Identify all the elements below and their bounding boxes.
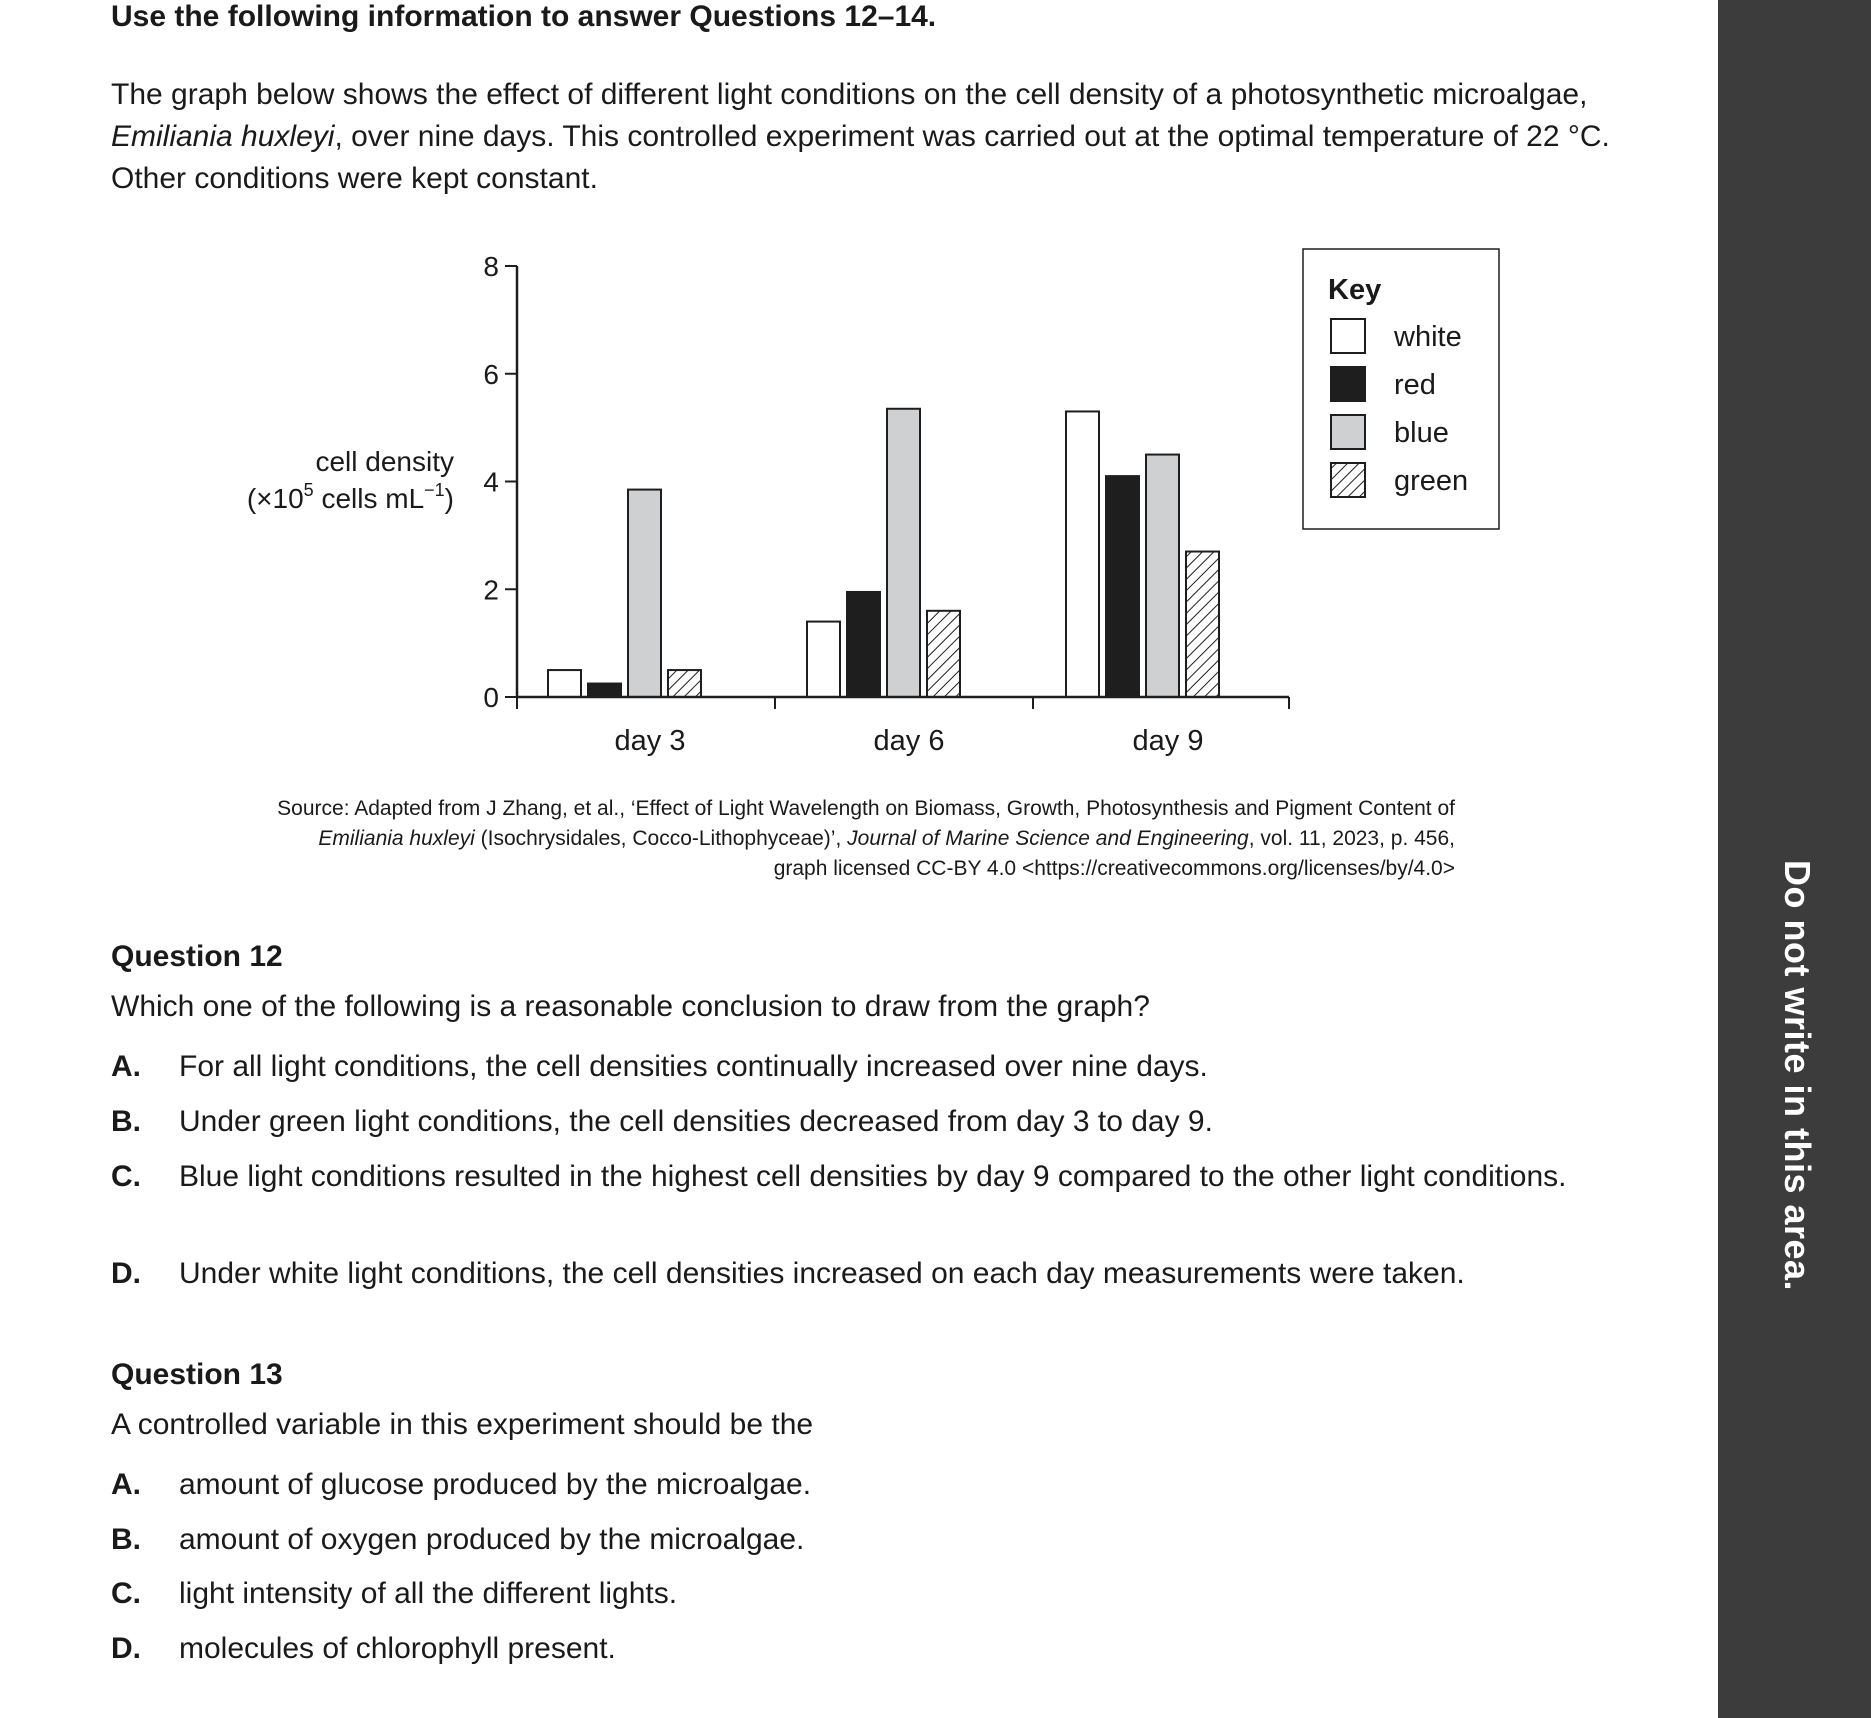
x-tick-label-day-3: day 3	[614, 725, 686, 757]
source-line-2-rest: (Isochrysidales, Cocco-Lithophyceae)’,	[474, 827, 848, 850]
bar-day-9-red	[1106, 476, 1139, 697]
q12-option-a[interactable]	[111, 1046, 1591, 1088]
question-12-stem: Which one of the following is a reasonable conclusion to draw from the graph?	[111, 990, 1150, 1023]
bar-day-9-white	[1066, 411, 1099, 697]
chart-legend	[1303, 249, 1499, 529]
q12-option-c-letter: C.	[111, 1160, 141, 1193]
q13-option-b-text: amount of oxygen produced by the microalgae.	[179, 1523, 805, 1556]
question-13-stem: A controlled variable in this experiment should be the	[111, 1408, 814, 1441]
q13-option-c-text: light intensity of all the different lights.	[179, 1577, 678, 1610]
bar-day-3-green	[668, 670, 701, 697]
q12-option-c-text: Blue light conditions resulted in the highest cell densities by day 9 compared to the other light conditions.	[179, 1160, 1567, 1193]
y-axis-label-mid: cells mL	[313, 483, 425, 514]
y-axis-label	[247, 446, 454, 514]
legend-swatch-green	[1331, 463, 1365, 497]
bar-day-6-white	[807, 622, 840, 697]
q13-option-b-letter: B.	[111, 1523, 141, 1556]
intro-text-1: The graph below shows the effect of different light conditions on the cell density of a photosynthetic microalgae,	[111, 78, 1588, 111]
question-12-title: Question 12	[111, 940, 283, 973]
q12-option-d[interactable]	[111, 1253, 1591, 1295]
source-species: Emiliania huxleyi	[318, 827, 475, 850]
y-axis-label-line1: cell density	[315, 446, 454, 477]
source-journal: Journal of Marine Science and Engineering	[847, 827, 1249, 850]
x-tick-label-day-6: day 6	[873, 725, 945, 757]
q12-option-d-letter: D.	[111, 1257, 141, 1290]
legend-label-red: red	[1394, 369, 1436, 401]
q13-option-d-letter: D.	[111, 1632, 141, 1665]
y-axis-label-exp2: −1	[424, 480, 445, 500]
section-heading: Use the following information to answer Questions 12–14.	[111, 0, 937, 33]
intro-text-2: , over nine days. This controlled experiment was carried out at the optimal temperature of 22 °C. Other conditions were kept constant.	[111, 120, 1610, 195]
question-13-title: Question 13	[111, 1358, 283, 1391]
y-tick-label-6: 6	[483, 358, 499, 390]
q13-option-c-letter: C.	[111, 1577, 141, 1610]
q13-option-d-text: molecules of chlorophyll present.	[179, 1632, 616, 1665]
y-axis-label-suffix: )	[444, 483, 454, 514]
bar-day-3-red	[588, 684, 621, 697]
source-line-1: Source: Adapted from J Zhang, et al., ‘Effect of Light Wavelength on Biomass, Growth, Photosynthesis and Pigment Content of	[277, 797, 1455, 820]
y-tick-label-8: 8	[483, 251, 499, 282]
bar-day-6-blue	[887, 409, 920, 697]
bar-day-3-blue	[628, 490, 661, 697]
legend-title: Key	[1328, 274, 1382, 306]
bar-day-6-red	[847, 592, 880, 697]
q13-option-a[interactable]	[111, 1464, 1591, 1506]
q13-option-a-letter: A.	[111, 1468, 141, 1501]
bar-day-3-white	[548, 670, 581, 697]
intro-species: Emiliania huxleyi	[111, 120, 335, 153]
source-citation	[55, 794, 1455, 884]
q13-option-c[interactable]	[111, 1573, 1591, 1615]
y-tick-label-4: 4	[483, 466, 499, 498]
legend-label-blue: blue	[1394, 417, 1449, 449]
y-axis-label-exp: 5	[303, 480, 314, 500]
q12-option-b-letter: B.	[111, 1105, 141, 1138]
bar-day-9-blue	[1146, 455, 1179, 697]
bar-day-6-green	[927, 611, 960, 697]
margin-sidebar	[1718, 0, 1871, 1718]
q12-option-d-text: Under white light conditions, the cell densities increased on each day measurements were taken.	[179, 1257, 1465, 1290]
q12-option-c[interactable]	[111, 1156, 1591, 1198]
y-axis-label-prefix: (×10	[246, 483, 304, 514]
legend-label-green: green	[1394, 465, 1469, 497]
q12-option-b[interactable]	[111, 1101, 1591, 1143]
q13-option-b[interactable]	[111, 1519, 1591, 1561]
bar-day-9-green	[1186, 552, 1219, 697]
legend-label-white: white	[1394, 321, 1462, 353]
x-tick-label-day-9: day 9	[1132, 725, 1204, 757]
source-line-2	[55, 824, 1455, 854]
legend-swatch-red	[1331, 367, 1365, 401]
do-not-write-notice: Do not write in this area.	[1777, 860, 1818, 1292]
q12-option-a-text: For all light conditions, the cell densities continually increased over nine days.	[179, 1050, 1208, 1083]
legend-swatch-white	[1331, 319, 1365, 353]
bar-chart	[0, 0, 1718, 780]
q13-option-a-text: amount of glucose produced by the microalgae.	[179, 1468, 812, 1501]
q12-option-a-letter: A.	[111, 1050, 141, 1083]
y-tick-label-2: 2	[483, 574, 499, 606]
y-tick-label-0: 0	[483, 682, 499, 713]
source-line-3: graph licensed CC-BY 4.0 <https://creativecommons.org/licenses/by/4.0>	[773, 857, 1455, 880]
q13-option-d[interactable]	[111, 1628, 1591, 1670]
y-axis-label-line2	[247, 480, 454, 514]
legend-swatch-blue	[1331, 415, 1365, 449]
q12-option-b-text: Under green light conditions, the cell densities decreased from day 3 to day 9.	[179, 1105, 1213, 1138]
source-line-2-end: , vol. 11, 2023, p. 456,	[1248, 827, 1455, 850]
